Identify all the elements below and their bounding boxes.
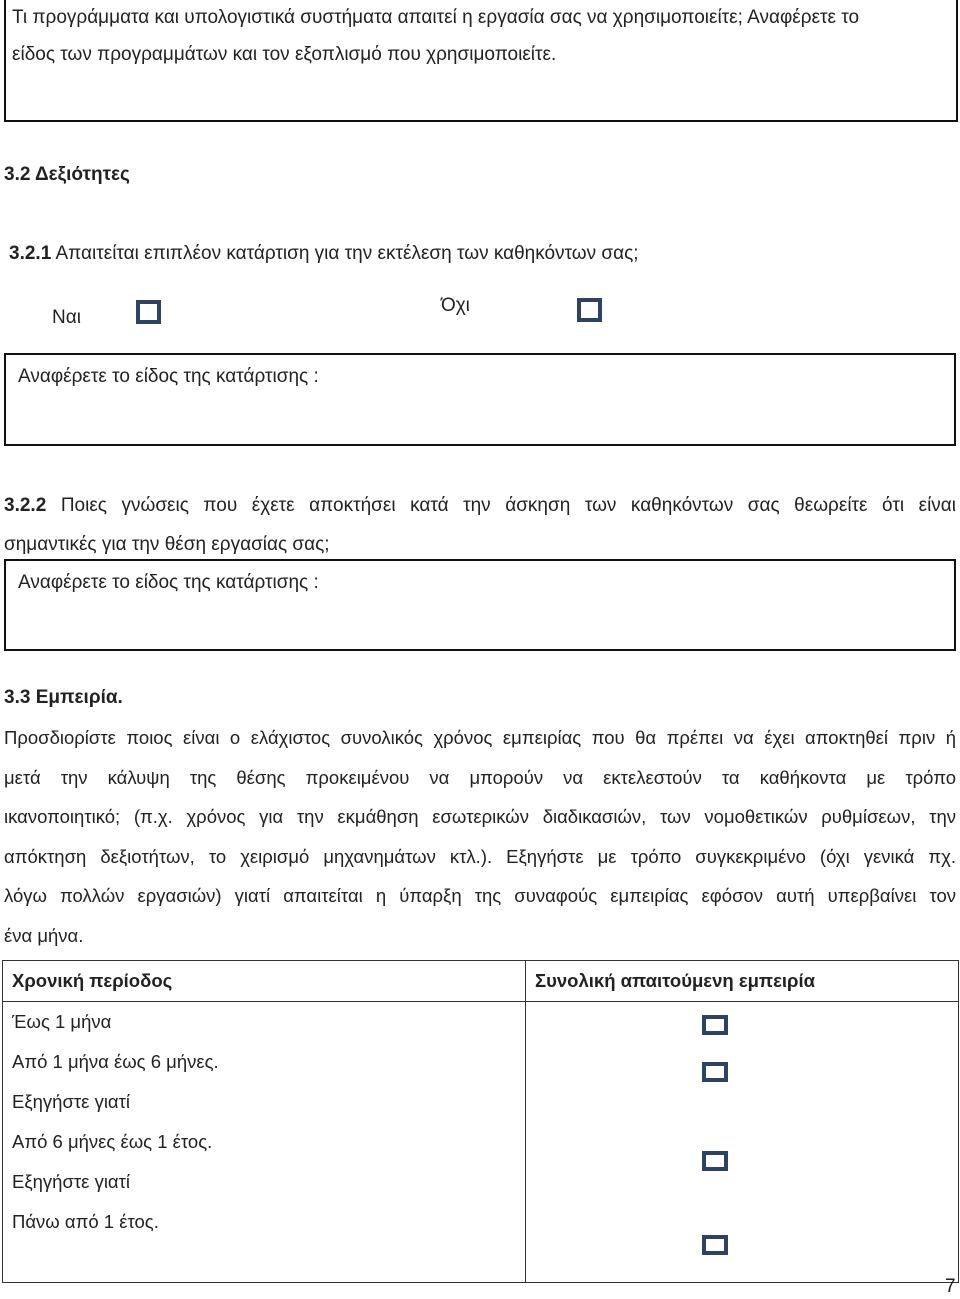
knowledge-answer-box[interactable] <box>4 559 956 651</box>
period-over-1-year: Πάνω από 1 έτος. <box>12 1211 159 1232</box>
no-label: Όχι <box>441 295 470 316</box>
col-total-header: Συνολική απαιτούμενη εμπειρία <box>526 961 959 1002</box>
col-period-header: Χρονική περίοδος <box>3 961 526 1002</box>
period-1-to-6-months: Από 1 μήνα έως 6 μήνες. <box>12 1051 219 1072</box>
page-number: 7 <box>945 1276 956 1297</box>
experience-line-6: ένα μήνα. <box>4 924 84 946</box>
period-1-to-6-explain: Εξηγήστε γιατί <box>12 1091 131 1112</box>
experience-table <box>2 960 959 1283</box>
checkbox-over-1-year[interactable] <box>702 1235 728 1255</box>
checkbox-1-to-6-months[interactable] <box>702 1062 728 1082</box>
no-checkbox[interactable] <box>577 298 602 322</box>
total-cell <box>526 1002 959 1283</box>
period-6-to-12-months: Από 6 μήνες έως 1 έτος. <box>12 1131 213 1152</box>
programs-answer-box[interactable] <box>4 0 958 122</box>
experience-line-4: απόκτηση δεξιοτήτων, το χειρισμό μηχανημάτων κτλ.). Εξηγήστε με τρόπο συγκεκριμένο (όχι γενικά πχ. <box>4 845 956 867</box>
period-cell <box>3 1002 526 1283</box>
section-3-2-heading: 3.2 Δεξιότητες <box>4 164 130 185</box>
checkbox-up-to-1-month[interactable] <box>702 1015 728 1035</box>
training-type-answer-box[interactable] <box>4 353 956 446</box>
question-3-2-2-line-2: σημαντικές για την θέση εργασίας σας; <box>4 534 330 555</box>
table-row <box>3 1002 959 1283</box>
experience-line-3: ικανοποιητικό; (π.χ. χρόνος για την εκμάθηση εσωτερικών διαδικασιών, των νομοθετικών ρυθμίσεων, την <box>4 806 956 827</box>
question-3-2-2-number: 3.2.2 <box>4 495 47 516</box>
experience-paragraph <box>4 718 956 955</box>
yes-label: Ναι <box>52 307 81 328</box>
question-3-2-1-text: Απαιτείται επιπλέον κατάρτιση για την εκτέλεση των καθηκόντων σας; <box>55 243 639 264</box>
question-3-2-2-text: Ποιες γνώσεις που έχετε αποκτήσει κατά την άσκηση των καθηκόντων σας θεωρείτε ότι είναι <box>60 495 957 516</box>
table-header-row <box>3 961 959 1002</box>
programs-question-line-2: είδος των προγραμμάτων και τον εξοπλισμό που χρησιμοποιείτε. <box>12 44 557 65</box>
training-type-prompt: Αναφέρετε το είδος της κατάρτισης : <box>18 366 319 387</box>
section-3-3-heading: 3.3 Εμπειρία. <box>4 687 123 708</box>
yes-checkbox[interactable] <box>136 300 161 324</box>
experience-line-5: λόγω πολλών εργασιών) γιατί απαιτείται η ύπαρξη της συναφούς εμπειρίας εφόσον αυτή υπερβαίνει τον <box>4 885 956 906</box>
question-3-2-1-number: 3.2.1 <box>9 243 52 264</box>
checkbox-6-to-12-months[interactable] <box>702 1151 728 1171</box>
knowledge-prompt: Αναφέρετε το είδος της κατάρτισης : <box>18 572 319 593</box>
period-6-to-12-explain: Εξηγήστε γιατί <box>12 1171 131 1192</box>
period-up-to-1-month: Έως 1 μήνα <box>12 1011 112 1032</box>
experience-line-1: Προσδιορίστε ποιος είναι ο ελάχιστος συνολικός χρόνος εμπειρίας που θα πρέπει να έχει αποκτηθεί πριν ή <box>4 727 956 748</box>
programs-question-line-1: Τι προγράμματα και υπολογιστικά συστήματα απαιτεί η εργασία σας να χρησιμοποιείτε; Αναφέρετε το <box>12 7 860 28</box>
question-3-2-2 <box>4 486 956 564</box>
experience-line-2: μετά την κάλυψη της θέσης προκειμένου να μπορούν να εκτελεστούν τα καθήκοντα με τρόπο <box>4 766 956 788</box>
question-3-2-2-line-1 <box>4 486 956 525</box>
question-3-2-1 <box>9 240 639 268</box>
